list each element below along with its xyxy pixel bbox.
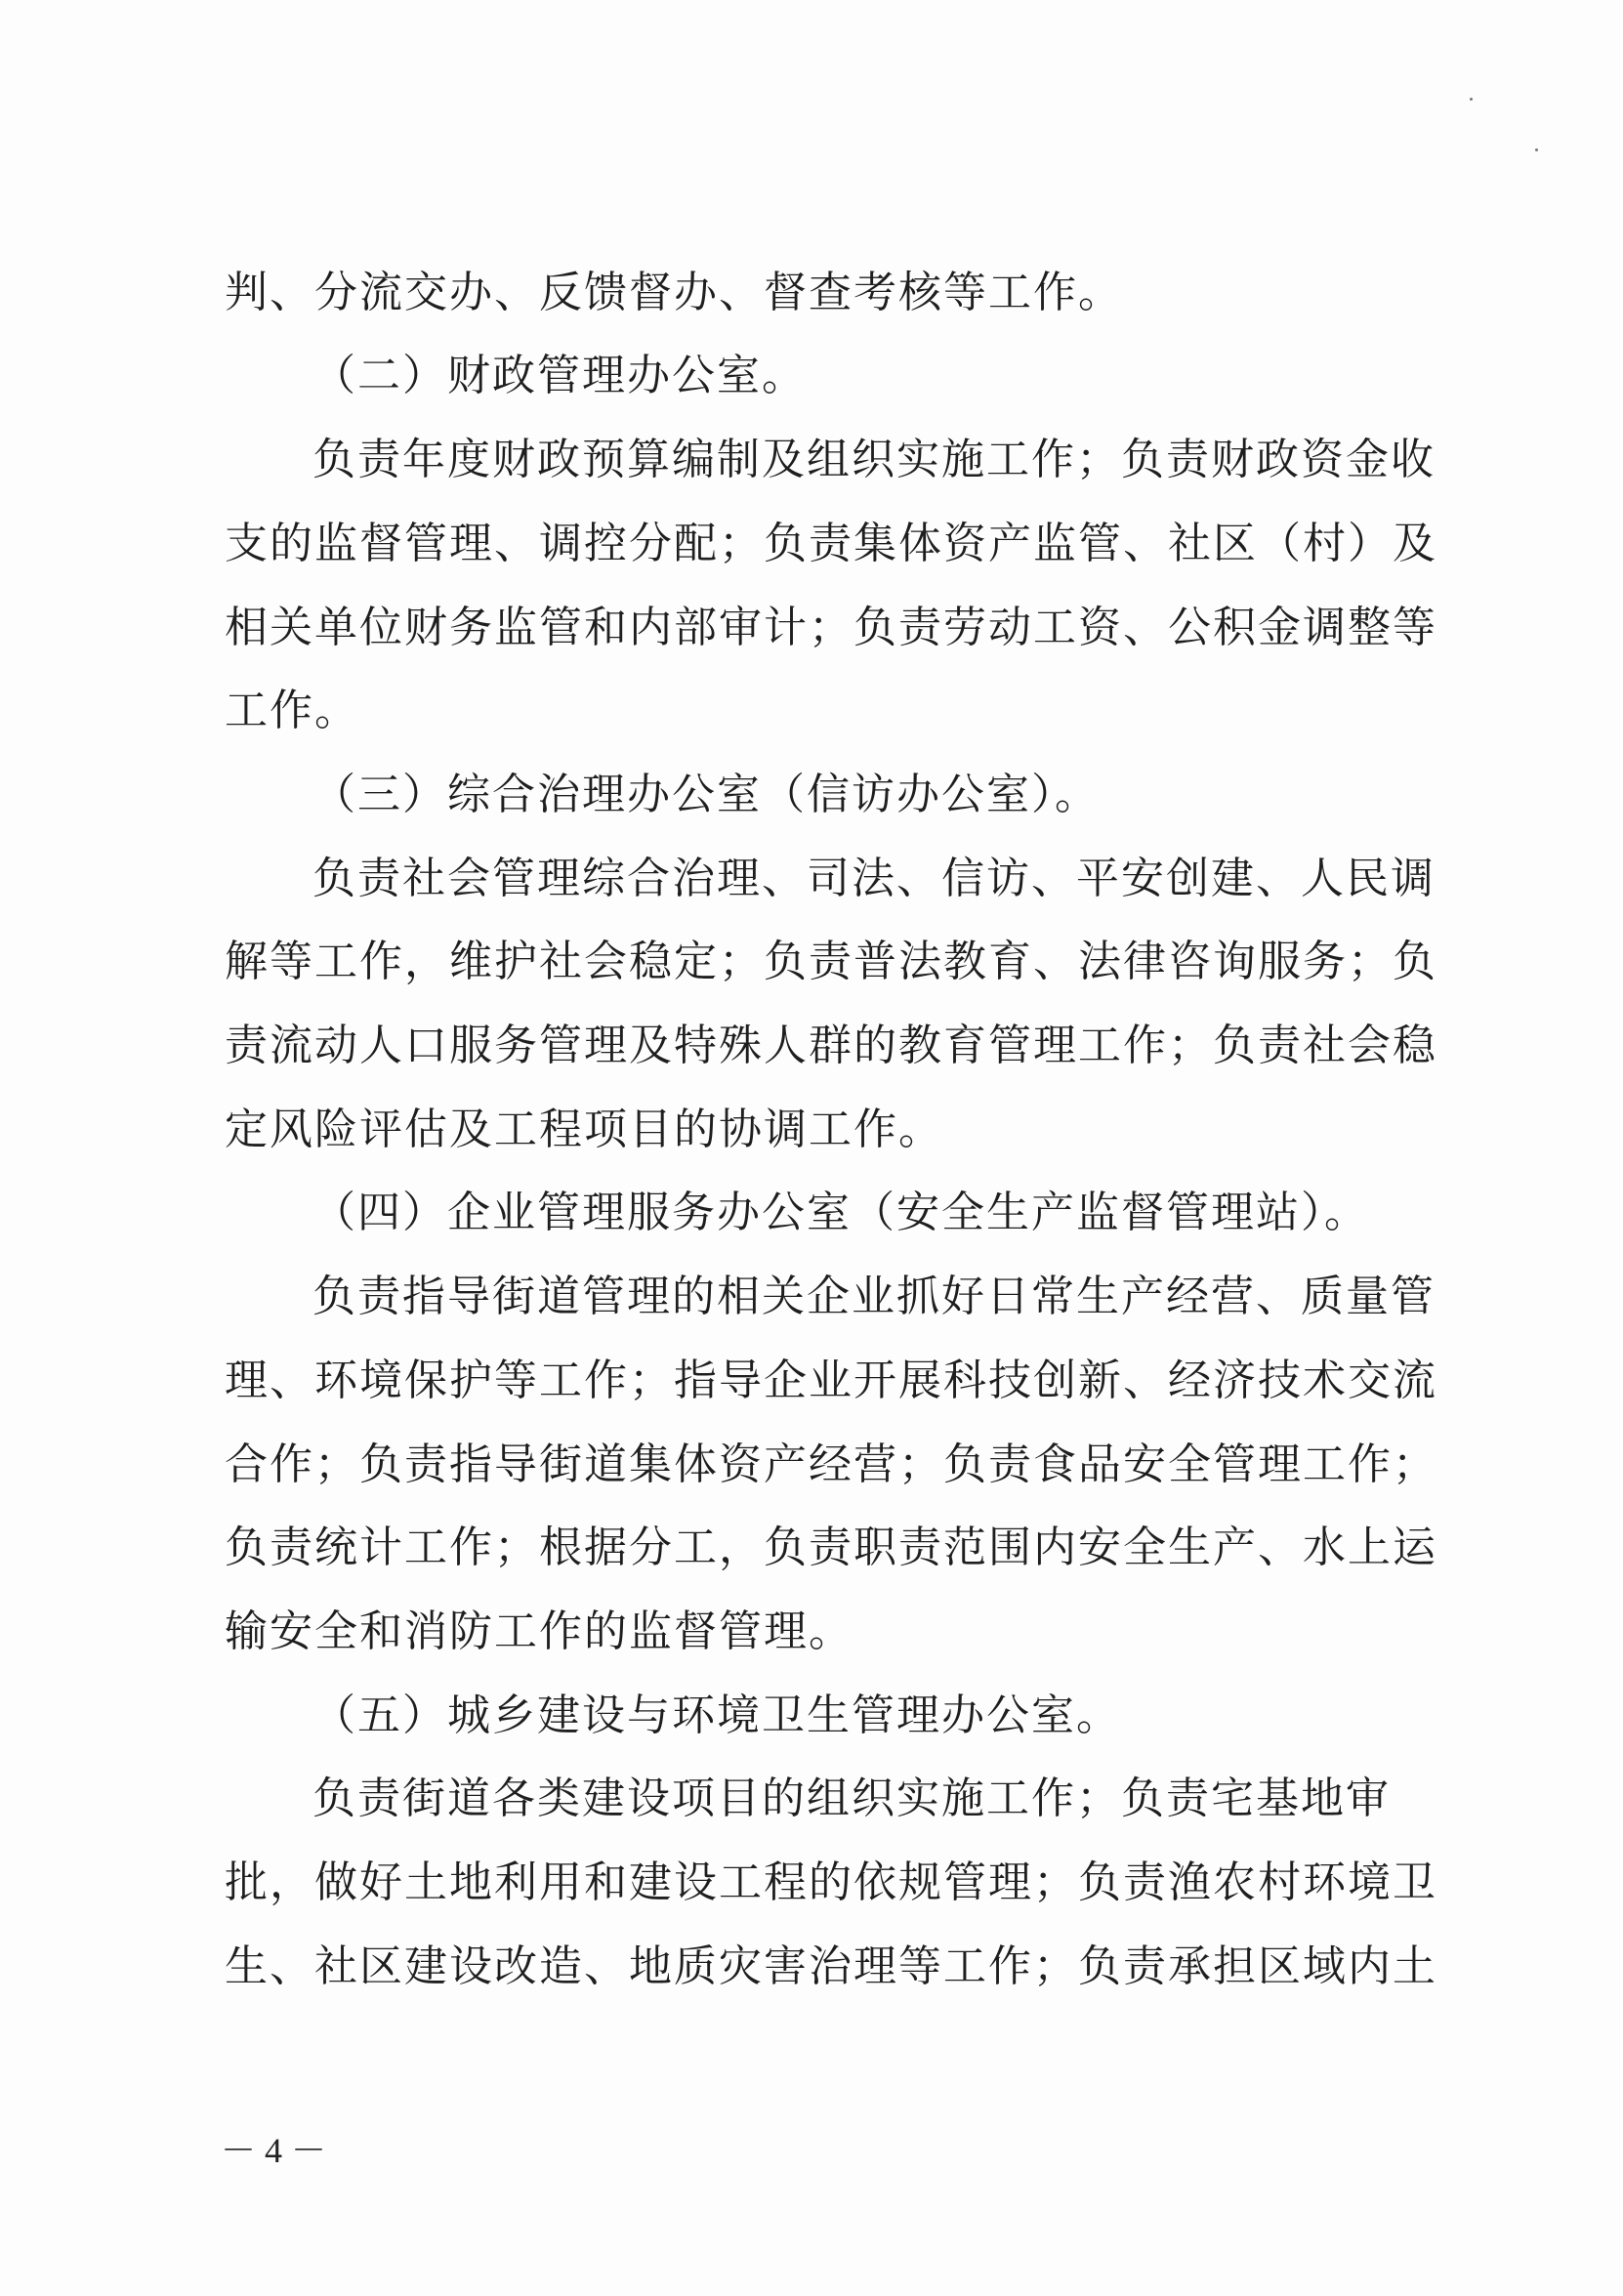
body-line: 批，做好土地利用和建设工程的依规管理；负责渔农村环境卫	[225, 1858, 1437, 1907]
section-heading: （五）城乡建设与环境卫生管理办公室。	[312, 1691, 1121, 1740]
section-heading: （三）综合治理办公室（信访办公室）。	[312, 770, 1100, 819]
body-line: 相关单位财务监管和内部审计；负责劳动工资、公积金调整等	[225, 603, 1437, 652]
scan-speck	[1535, 148, 1538, 151]
body-line: 解等工作，维护社会稳定；负责普法教育、法律咨询服务；负	[225, 937, 1437, 986]
body-line: 负责指导街道管理的相关企业抓好日常生产经营、质量管	[312, 1272, 1436, 1321]
body-line: 判、分流交办、反馈督办、督查考核等工作。	[225, 268, 1123, 317]
body-line: 输安全和消防工作的监督管理。	[225, 1607, 853, 1656]
body-line: 责流动人口服务管理及特殊人群的教育管理工作；负责社会稳	[225, 1021, 1437, 1070]
body-line: 负责社会管理综合治理、司法、信访、平安创建、人民调	[312, 854, 1436, 903]
section-heading: （二）财政管理办公室。	[312, 351, 807, 400]
section-heading: （四）企业管理服务办公室（安全生产监督管理站）。	[312, 1188, 1369, 1237]
body-line: 理、环境保护等工作；指导企业开展科技创新、经济技术交流	[225, 1356, 1437, 1405]
body-line: 合作；负责指导街道集体资产经营；负责食品安全管理工作；	[225, 1440, 1437, 1489]
page-number: － 4 －	[221, 2131, 327, 2170]
body-line: 负责街道各类建设项目的组织实施工作；负责宅基地审	[312, 1774, 1391, 1823]
body-line: 定风险评估及工程项目的协调工作。	[225, 1105, 943, 1154]
body-line: 负责统计工作；根据分工，负责职责范围内安全生产、水上运	[225, 1523, 1437, 1572]
body-line: 支的监督管理、调控分配；负责集体资产监管、社区（村）及	[225, 519, 1437, 568]
body-line: 负责年度财政预算编制及组织实施工作；负责财政资金收	[312, 435, 1436, 484]
scan-speck	[1470, 98, 1473, 101]
body-line: 工作。	[225, 686, 359, 735]
body-line: 生、社区建设改造、地质灾害治理等工作；负责承担区域内土	[225, 1941, 1437, 1991]
